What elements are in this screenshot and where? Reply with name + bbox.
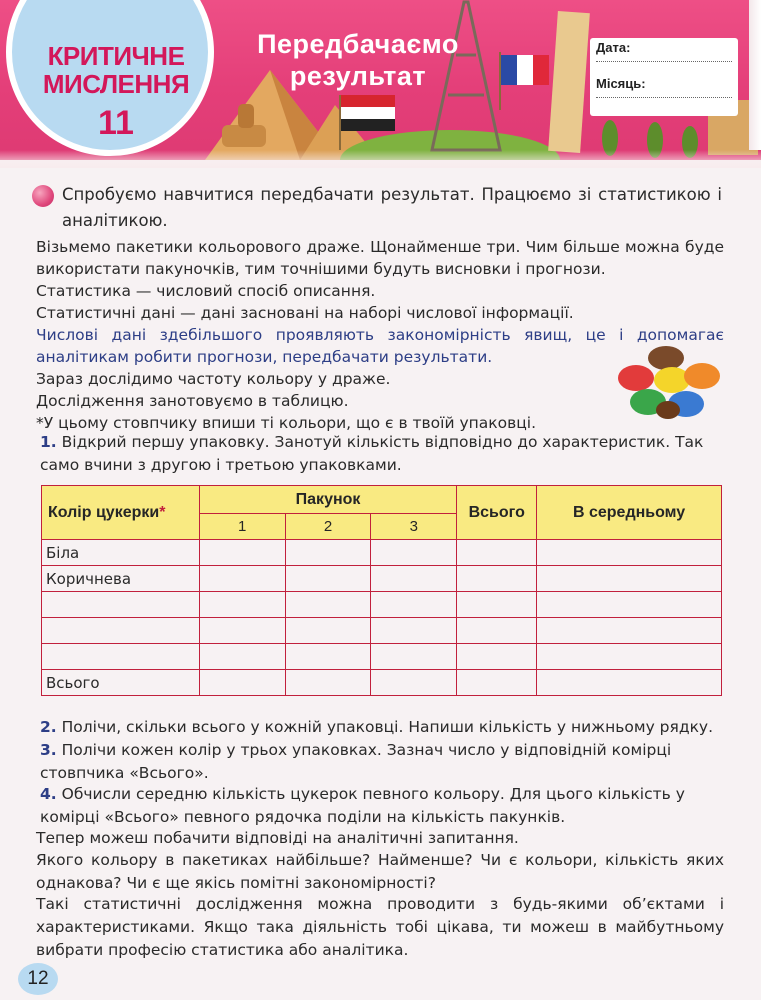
header-package-2: 2 <box>285 514 371 540</box>
section-badge <box>6 0 214 156</box>
table-row <box>42 644 722 670</box>
table-cell[interactable] <box>285 618 371 644</box>
date-box <box>590 38 738 116</box>
table-cell[interactable] <box>371 540 457 566</box>
table-cell[interactable] <box>371 644 457 670</box>
table-row-total <box>42 670 722 696</box>
paragraph-6: Дослідження занотовуємо в таблицю. <box>36 392 349 410</box>
closing-1: Тепер можеш побачити відповіді на аналітичні запитання. <box>36 829 519 847</box>
table-cell[interactable] <box>285 670 371 696</box>
table-row <box>42 592 722 618</box>
table-cell[interactable] <box>199 592 285 618</box>
badge-title-line-2: МИСЛЕННЯ <box>42 69 190 99</box>
table-cell[interactable] <box>285 566 371 592</box>
row-label: Коричнева <box>42 566 200 592</box>
page-number: 12 <box>18 963 58 995</box>
table-cell[interactable] <box>537 670 722 696</box>
table-cell[interactable] <box>457 592 537 618</box>
table-cell[interactable] <box>457 618 537 644</box>
table-cell[interactable] <box>371 618 457 644</box>
candy-red <box>618 365 654 391</box>
header-package-1: 1 <box>199 514 285 540</box>
table-cell[interactable] <box>457 644 537 670</box>
table-cell[interactable] <box>457 566 537 592</box>
header-average: В середньому <box>537 486 722 540</box>
egypt-flag-white <box>341 107 395 119</box>
header-color-mark: * <box>159 503 166 521</box>
paragraph-5: Зараз дослідимо частоту кольору у драже. <box>36 370 391 388</box>
step-2-number: 2. <box>40 718 57 736</box>
step-3-text: Полічи кожен колір у трьох упаковках. Зазнач число у відповідній комірці стовпчика «Всього». <box>40 741 672 782</box>
table-cell[interactable] <box>199 670 285 696</box>
table-cell[interactable] <box>457 670 537 696</box>
header-total: Всього <box>457 486 537 540</box>
definition-numeric-data: Числові дані здебільшого проявляють закономірність явищ, це і допомагає аналітикам робити прогнози, передбачати результати. <box>36 326 724 366</box>
table-row <box>42 566 722 592</box>
table-row <box>42 618 722 644</box>
header-color <box>42 486 200 540</box>
row-label[interactable] <box>42 644 200 670</box>
page-edge <box>749 0 761 150</box>
step-3-number: 3. <box>40 741 57 759</box>
table-cell[interactable] <box>199 566 285 592</box>
candy-dark <box>656 401 680 419</box>
candy-orange <box>684 363 720 389</box>
step-1 <box>40 431 720 477</box>
candy-yellow <box>654 367 690 393</box>
sphinx-head <box>238 104 254 128</box>
table-cell[interactable] <box>371 670 457 696</box>
table-row <box>42 540 722 566</box>
header-package: Пакунок <box>199 486 456 514</box>
definition-statistical-data: Статистичні дані — дані засновані на наборі числової інформації. <box>36 304 574 322</box>
candy-brown <box>648 346 684 370</box>
intro-text: Спробуємо навчитися передбачати результат. Працюємо зі статистикою і аналітикою. <box>62 185 722 230</box>
table-cell[interactable] <box>537 644 722 670</box>
month-field[interactable] <box>596 76 732 98</box>
row-label[interactable] <box>42 618 200 644</box>
badge-title-line-1: КРИТИЧНЕ <box>47 41 185 71</box>
step-3 <box>40 739 720 785</box>
table-cell[interactable] <box>285 644 371 670</box>
table-cell[interactable] <box>285 540 371 566</box>
date-field[interactable] <box>596 40 732 62</box>
candy-image <box>614 340 724 426</box>
row-label[interactable] <box>42 592 200 618</box>
step-1-text: Відкрий першу упаковку. Занотуй кількість відповідно до характеристик. Так само вчини з другою і третьою упаковками. <box>40 433 704 474</box>
table-cell[interactable] <box>537 592 722 618</box>
france-flag-white <box>517 55 533 85</box>
table-cell[interactable] <box>199 540 285 566</box>
step-1-number: 1. <box>40 433 57 451</box>
step-4-number: 4. <box>40 785 57 803</box>
table-cell[interactable] <box>285 592 371 618</box>
table-cell[interactable] <box>371 566 457 592</box>
step-4 <box>40 783 720 829</box>
table-cell[interactable] <box>199 618 285 644</box>
paragraph-1: Візьмемо пакетики кольорового драже. Щонайменше три. Чим більше можна буде використати пакуночків, тим точнішими будуть висновки і прогнози. <box>36 238 724 278</box>
table-cell[interactable] <box>457 540 537 566</box>
page-title-line-1: Передбачаємо <box>257 29 459 59</box>
page-title <box>248 28 468 92</box>
header-package-3: 3 <box>371 514 457 540</box>
row-label: Всього <box>42 670 200 696</box>
step-2-text: Полічи, скільки всього у кожній упаковці. Напиши кількість у нижньому рядку. <box>61 718 714 736</box>
lesson-number: 11 <box>98 104 134 142</box>
closing-2: Якого кольору в пакетиках найбільше? Найменше? Чи є кольори, кількість яких однакова? Чи є ще якісь помітні закономірності? <box>36 851 724 892</box>
france-flag-blue <box>501 55 517 85</box>
definition-statistics: Статистика — числовий спосіб описання. <box>36 282 376 300</box>
page-title-line-2: результат <box>289 61 427 91</box>
month-label: Місяць: <box>596 76 646 91</box>
step-2 <box>40 716 720 739</box>
data-table <box>41 485 722 696</box>
table-cell[interactable] <box>537 540 722 566</box>
table-cell[interactable] <box>537 566 722 592</box>
table-cell[interactable] <box>199 644 285 670</box>
pisa-tower <box>548 11 590 153</box>
egypt-flag-red <box>341 95 395 107</box>
paragraph-7-footnote: *У цьому стовпчику впиши ті кольори, що є в твоїй упаковці. <box>36 414 537 432</box>
row-label: Біла <box>42 540 200 566</box>
france-flag-red <box>533 55 549 85</box>
closing-3: Такі статистичні дослідження можна проводити з будь-якими об’єктами і характеристиками. Якщо така діяльність тобі цікава, ти можеш в майбутньому вибрати професію статистика або аналітика. <box>36 895 724 959</box>
table-cell[interactable] <box>371 592 457 618</box>
bullet-dot-icon <box>32 185 54 207</box>
step-4-text: Обчисли середню кількість цукерок певного кольору. Для цього кількість у комірці «Всього» певного рядочка поділи на кількість пакунків. <box>40 785 685 826</box>
header-color-label: Колір цукерки <box>48 503 160 521</box>
sphinx-body <box>222 125 266 147</box>
date-label: Дата: <box>596 40 631 55</box>
egypt-flag-black <box>341 119 395 131</box>
table-cell[interactable] <box>537 618 722 644</box>
